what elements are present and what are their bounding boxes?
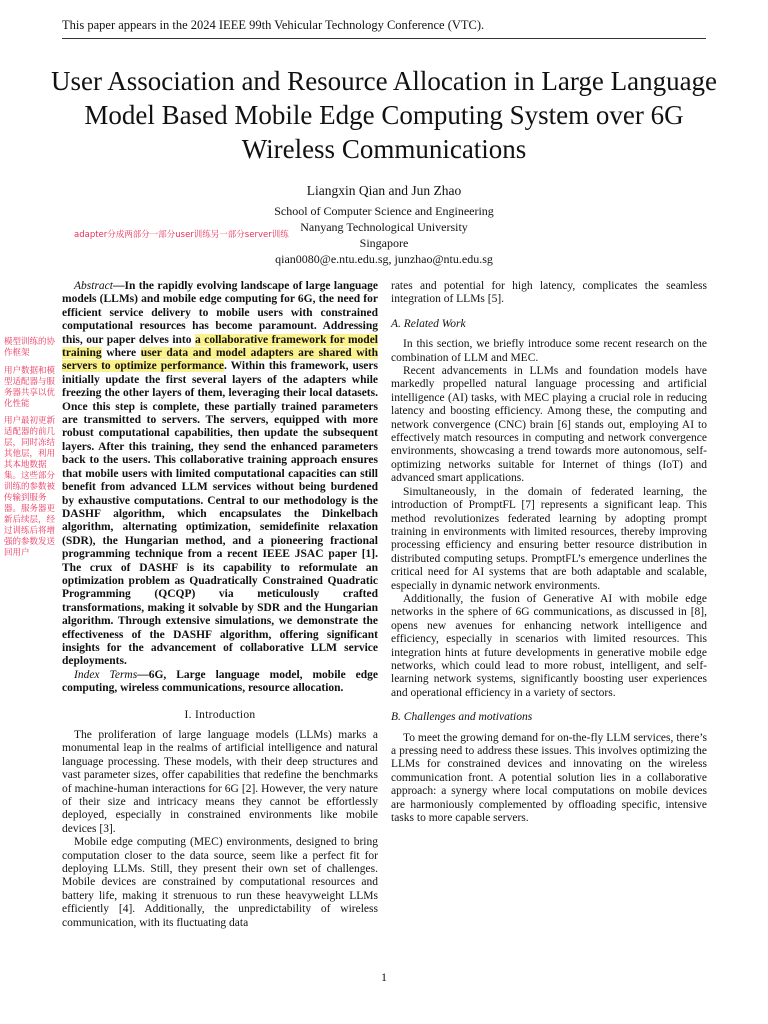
affiliation-line: Singapore	[359, 236, 409, 250]
left-column	[62, 280, 378, 930]
section-heading-introduction: I. Introduction	[184, 708, 256, 721]
highlight-user-data-shared: user data and model adapters are shared with servers to optimize performance	[62, 347, 378, 373]
paragraph: Simultaneously, in the domain of federated learning, the introduction of PromptFL [7] represents a significant leap. This method revolutionizes federated learning by adopting prompt training in environments with limited resources, thereby improving processing efficiency and ensuring better resource distribution in distributed computing setups. PromptFL’s emergence underlines the critical need for AI systems that are both adaptable and scalable, especially in dynamic network environments.	[391, 485, 707, 592]
abstract-label: Abstract	[74, 280, 113, 292]
paragraph: Recent advancements in LLMs and foundation models have markedly propelled natural language processing and artificial intelligence (AI) tasks, with MEC playing a crucial role in reducing latency and boosting efficiency. Among these, the computing and network convergence (CNC) brain [6] stands out, employing AI to effectively match resources in computing and network convergence environments, showcasing a trend towards more autonomous, self-optimizing networks suitable for Internet of things (IoT) and advanced smart applications.	[391, 365, 707, 485]
header-rule	[62, 38, 706, 39]
annotation-margin-note: 用户数据和模型适配器与服务器共享以优化性能	[4, 366, 56, 409]
annotation-margin-note: 用户最初更新适配器的前几层，同时冻结其他层，利用其本地数据集。这些部分训练的参数被传输到服务器。服务器更新后续层，经过训练后将增强的参数发送回用户	[4, 416, 56, 558]
page-number: 1	[381, 970, 387, 984]
highlight-collaborative-framework: a collaborative framework for model training	[62, 333, 378, 360]
conference-note: This paper appears in the 2024 IEEE 99th Vehicular Technology Conference (VTC).	[62, 18, 485, 32]
subsection-heading-challenges: B. Challenges and motivations	[391, 711, 533, 724]
paragraph: The proliferation of large language models (LLMs) marks a monumental leap in the realms of artificial intelligence and natural language processing. These models, with their deep structures and vast parameter sizes, offer capabilities that redefine the benchmarks of machine-human interactions for 6G [2]. However, the very nature of their size and intricacy means they cannot be effortlessly deployed, especially in constrained environments like mobile devices [3].	[62, 729, 378, 835]
paragraph: To meet the growing demand for on-the-fly LLM services, there’s a pressing need to address these issues. This involves optimizing the LLMs for constrained devices and innovating on the wireless communication front. A potential solution lies in a collaborative approach: a synergy where local computations on mobile devices are harmoniously complemented by offloading specific, intensive tasks to more capable servers.	[391, 731, 707, 825]
paper-title: User Association and Resource Allocation in Large Language Model Based Mobile Edge Computing System over 6G Wireless Communications	[50, 66, 718, 164]
author-emails: qian0080@e.ntu.edu.sg, junzhao@ntu.edu.sg	[275, 252, 493, 266]
affiliation-line: School of Computer Science and Engineering	[274, 204, 494, 218]
paragraph: rates and potential for high latency, complicates the seamless integration of LLMs [5].	[391, 280, 707, 306]
annotation-top-note: adapter分成两部分一部分user训练另一部分server训练	[74, 230, 289, 240]
affiliation-line: Nanyang Technological University	[300, 220, 468, 234]
annotation-margin-note: 模型训练的协作框架	[4, 337, 56, 358]
subsection-heading-related-work: A. Related Work	[391, 317, 466, 330]
index-terms-label: Index Terms	[74, 668, 138, 681]
paragraph: In this section, we briefly introduce some recent research on the combination of LLM and MEC.	[391, 338, 707, 364]
paper-authors: Liangxin Qian and Jun Zhao	[306, 183, 462, 198]
paragraph: Additionally, the fusion of Generative AI with mobile edge networks in the sphere of 6G communications, as discussed in [8], opens new avenues for enhancing network intelligence and efficiency, especially in scenarios with limited resources. This integration hints at future developments in generative mobile edge networks, which could lead to more robust, intelligent, and self-learning network systems, significantly boosting user experiences and operational efficiency in a variety of sectors.	[391, 592, 707, 699]
right-column	[391, 280, 707, 825]
paragraph: Mobile edge computing (MEC) environments, designed to bring computation closer to the data source, seem like a perfect fit for deploying LLMs. Still, they present their own set of challenges. Mobile devices are constrained by computational resources and battery life, making it strenuous to run these heavyweight LLMs efficiently [4]. Additionally, the unpredictability of wireless communication, with its fluctuating data	[62, 836, 378, 929]
abstract: Abstract—In the rapidly evolving landscape of large language models (LLMs) and mobile edge computing for 6G, the need for efficient service delivery to mobile users with constrained computational resources has become paramount. Addressing this, our paper delves into a collaborative framework for model training where user data and model adapters are shared with servers to optimize performance. Within this framework, users initially update the first several layers of the adapters while freezing the other layers of them, leveraging their local datasets. Once this step is complete, these partially trained parameters are transmitted to servers. The servers, equipped with more robust computational capabilities, then update the subsequent layers. After this training, they send the enhanced parameters back to the users. This collaborative training approach ensures that mobile users with limited computational capacities can still benefit from advanced LLM services without being burdened by exhaustive computations. Central to our methodology is the DASHF algorithm, which encapsulates the Dinkelbach algorithm, alternating optimization, semidefinite relaxation (SDR), the Hungarian method, and a pioneering fractional programming technique from a recent IEEE JSAC paper [1]. The crux of DASHF is its capability to reformulate an optimization problem as Quadratically Constrained Quadratic Programming (QCQP) via meticulously crafted transformations, making it solvable by SDR and the Hungarian algorithm. Through extensive simulations, we demonstrate the effectiveness of the DASHF algorithm, offering significant insights for the advancement of collaborative LLM service deployments.	[62, 280, 378, 668]
index-terms: Index Terms—6G, Large language model, mobile edge computing, wireless communications, resource allocation.	[62, 668, 378, 695]
